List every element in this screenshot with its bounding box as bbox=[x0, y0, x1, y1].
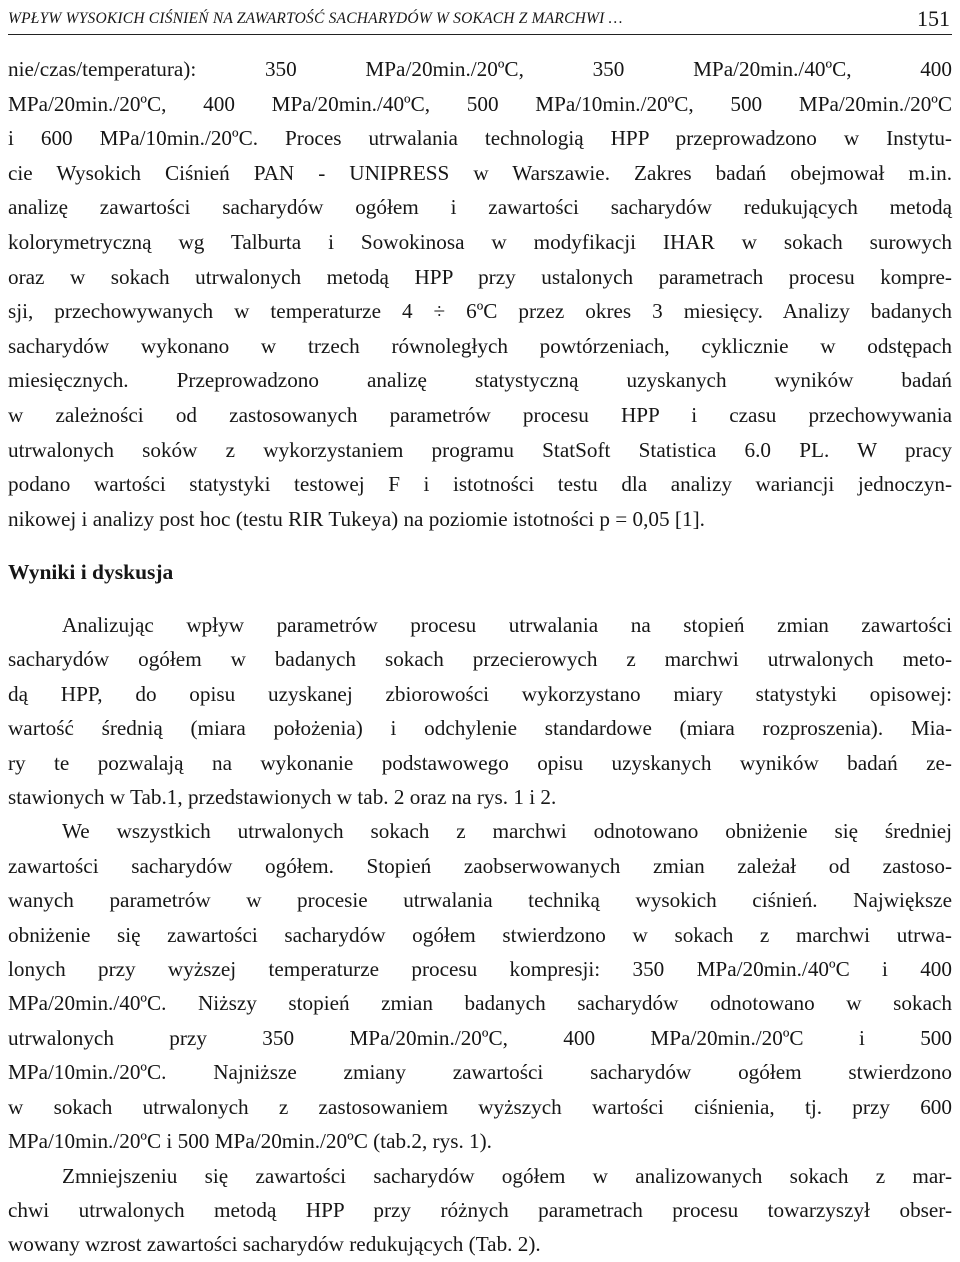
text-line: nie/czas/temperatura): 350 MPa/20min./20ºC, 350 MPa/20min./40ºC, 400 bbox=[8, 57, 952, 81]
methods-paragraph bbox=[8, 52, 952, 536]
text-line: analizę zawartości sacharydów ogółem i zawartości sacharydów redukujących metodą bbox=[8, 195, 952, 220]
text-line: ry te pozwalają na wykonanie podstawowego opisu uzyskanych wyników badań ze- bbox=[8, 750, 952, 775]
text-line: lonych przy wyższej temperaturze procesu kompresji: 350 MPa/20min./40ºC i 400 bbox=[8, 957, 952, 982]
text-line: MPa/10min./20ºC. Najniższe zmiany zawartości sacharydów ogółem stwierdzono bbox=[8, 1060, 952, 1085]
text-line: We wszystkich utrwalonych sokach z marchwi odnotowano obniżenie się średniej bbox=[62, 819, 952, 844]
text-line: chwi utrwalonych metodą HPP przy różnych parametrach procesu towarzyszył obser- bbox=[8, 1197, 952, 1222]
text-line: i 600 MPa/10min./20ºC. Proces utrwalania technologią HPP przeprowadzono w Instytu- bbox=[8, 126, 952, 151]
running-title: WPŁYW WYSOKICH CIŚNIEŃ NA ZAWARTOŚĆ SACHARYDÓW W SOKACH Z MARCHWI … bbox=[8, 10, 623, 27]
text-line: MPa/10min./20ºC i 500 MPa/20min./20ºC (tab.2, rys. 1). bbox=[8, 1129, 492, 1154]
text-line: w sokach utrwalonych z zastosowaniem wyższych wartości ciśnienia, tj. przy 600 bbox=[8, 1094, 952, 1119]
section-heading: Wyniki i dyskusja bbox=[8, 560, 174, 584]
text-line: w zależności od zastosowanych parametrów procesu HPP i czasu przechowywania bbox=[8, 402, 952, 427]
text-line: sacharydów wykonano w trzech równoległych powtórzeniach, cyklicznie w odstępach bbox=[8, 333, 952, 358]
text-line: stawionych w Tab.1, przedstawionych w tab. 2 oraz na rys. 1 i 2. bbox=[8, 785, 557, 810]
text-line: podano wartości statystyki testowej F i istotności testu dla analizy wariancji jednoczyn- bbox=[8, 472, 952, 497]
text-line: oraz w sokach utrwalonych metodą HPP przy ustalonych parametrach procesu kompre- bbox=[8, 264, 952, 289]
text-line: utrwalonych soków z wykorzystaniem programu StatSoft Statistica 6.0 PL. W pracy bbox=[8, 437, 952, 462]
text-line: cie Wysokich Ciśnień PAN - UNIPRESS w Warszawie. Zakres badań obejmował m.in. bbox=[8, 160, 952, 185]
text-line: sji, przechowywanych w temperaturze 4 ÷ 6ºC przez okres 3 miesięcy. Analizy badanych bbox=[8, 299, 952, 324]
text-line: nikowej i analizy post hoc (testu RIR Tukeya) na poziomie istotności p = 0,05 [1]. bbox=[8, 506, 705, 531]
text-line: Analizując wpływ parametrów procesu utrwalania na stopień zmian zawartości bbox=[62, 613, 952, 637]
text-line: MPa/20min./20ºC, 400 MPa/20min./40ºC, 500 MPa/10min./20ºC, 500 MPa/20min./20ºC bbox=[8, 91, 952, 116]
text-line: dą HPP, do opisu uzyskanej zbiorowości wykorzystano miary statystyki opisowej: bbox=[8, 681, 952, 706]
text-line: sacharydów ogółem w badanych sokach przecierowych z marchwi utrwalonych meto- bbox=[8, 647, 952, 672]
text-line: obniżenie się zawartości sacharydów ogółem stwierdzono w sokach z marchwi utrwa- bbox=[8, 922, 952, 947]
document-page bbox=[8, 0, 952, 1256]
results-section bbox=[8, 608, 952, 1262]
page-number: 151 bbox=[917, 6, 950, 31]
text-line: Zmniejszeniu się zawartości sacharydów ogółem w analizowanych sokach z mar- bbox=[62, 1163, 952, 1188]
text-line: zawartości sacharydów ogółem. Stopień zaobserwowanych zmian zależał od zastoso- bbox=[8, 853, 952, 878]
text-line: MPa/20min./40ºC. Niższy stopień zmian badanych sacharydów odnotowano w sokach bbox=[8, 991, 952, 1016]
text-line: miesięcznych. Przeprowadzono analizę statystyczną uzyskanych wyników badań bbox=[8, 368, 952, 393]
text-line: wartość średnią (miara położenia) i odchylenie standardowe (miara rozproszenia). Mia- bbox=[8, 716, 952, 741]
text-line: kolorymetryczną wg Talburta i Sowokinosa w modyfikacji IHAR w sokach surowych bbox=[8, 229, 952, 254]
text-line: wowany wzrost zawartości sacharydów redukujących (Tab. 2). bbox=[8, 1232, 541, 1257]
running-header bbox=[8, 6, 952, 35]
text-line: utrwalonych przy 350 MPa/20min./20ºC, 400 MPa/20min./20ºC i 500 bbox=[8, 1025, 952, 1050]
text-line: wanych parametrów w procesie utrwalania techniką wysokich ciśnień. Największe bbox=[8, 888, 952, 913]
